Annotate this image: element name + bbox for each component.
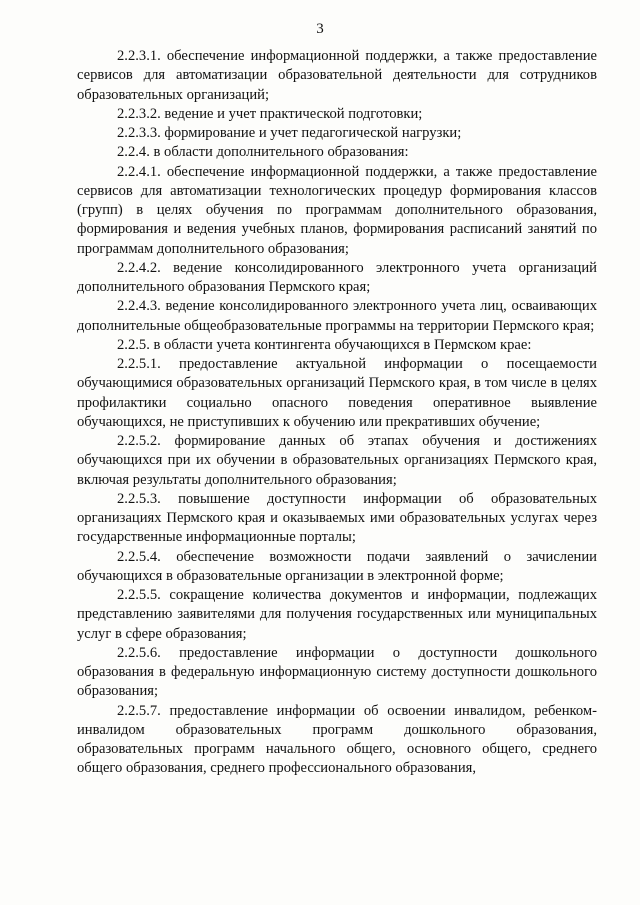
paragraph-2-2-4-3: 2.2.4.3. ведение консолидированного электронного учета лиц, осваивающих дополнительные общеобразовательные программы на территории Пермского края;: [77, 298, 597, 334]
paragraph-2-2-4: 2.2.4. в области дополнительного образования:: [117, 144, 409, 161]
paragraph-2-2-4-2: 2.2.4.2. ведение консолидированного электронного учета организаций дополнительного образования Пермского края;: [77, 259, 597, 295]
paragraph-2-2-4-1: 2.2.4.1. обеспечение информационной поддержки, а также предоставление сервисов для автоматизации технологических процедур формирования классов (групп) в целях обучения по программам дополнительного образования, формирования и ведения учебных планов, формирования расписаний занятий по программам дополнительного образования;: [77, 163, 597, 257]
paragraph-2-2-5-2: 2.2.5.2. формирование данных об этапах обучения и достижениях обучающихся при их обучении в образовательных организациях Пермского края, включая результаты дополнительного образования;: [77, 433, 597, 488]
document-body: [77, 47, 597, 779]
paragraph-2-2-5-7: 2.2.5.7. предоставление информации об освоении инвалидом, ребенком-инвалидом образовательных программ дошкольного образования, образовательных программ начального общего, основного общего, среднего общего образования, среднего профессионального образования,: [77, 702, 597, 777]
paragraph-2-2-3-3: 2.2.3.3. формирование и учет педагогической нагрузки;: [117, 125, 462, 141]
paragraph-2-2-5-1: 2.2.5.1. предоставление актуальной информации о посещаемости обучающимися образовательных организаций Пермского края, в том числе в целях профилактики социально опасного поведения оперативное выявление обучающихся, не приступивших к обучению или прекративших обучение;: [77, 356, 597, 430]
paragraph-2-2-3-2: 2.2.3.2. ведение и учет практической подготовки;: [117, 105, 423, 122]
paragraph-2-2-5: 2.2.5. в области учета контингента обучающихся в Пермском крае:: [117, 336, 532, 353]
paragraph-2-2-3-1: 2.2.3.1. обеспечение информационной поддержки, а также предоставление сервисов для автоматизации образовательной деятельности для сотрудников образовательных организаций;: [77, 48, 597, 103]
paragraph-2-2-5-4: 2.2.5.4. обеспечение возможности подачи заявлений о зачислении обучающихся в образовательные организации в электронной форме;: [77, 548, 597, 584]
paragraph-2-2-5-5: 2.2.5.5. сокращение количества документов и информации, подлежащих представлению заявителями для получения государственных или муниципальных услуг в сфере образования;: [77, 587, 597, 642]
page-number: 3: [316, 21, 324, 37]
paragraph-2-2-5-6: 2.2.5.6. предоставление информации о доступности дошкольного образования в федеральную информационную систему доступности дошкольного образования;: [77, 644, 597, 700]
paragraph-2-2-5-3: 2.2.5.3. повышение доступности информации об образовательных организациях Пермского края и оказываемых ими образовательных услугах через государственные информационные порталы;: [77, 490, 597, 546]
